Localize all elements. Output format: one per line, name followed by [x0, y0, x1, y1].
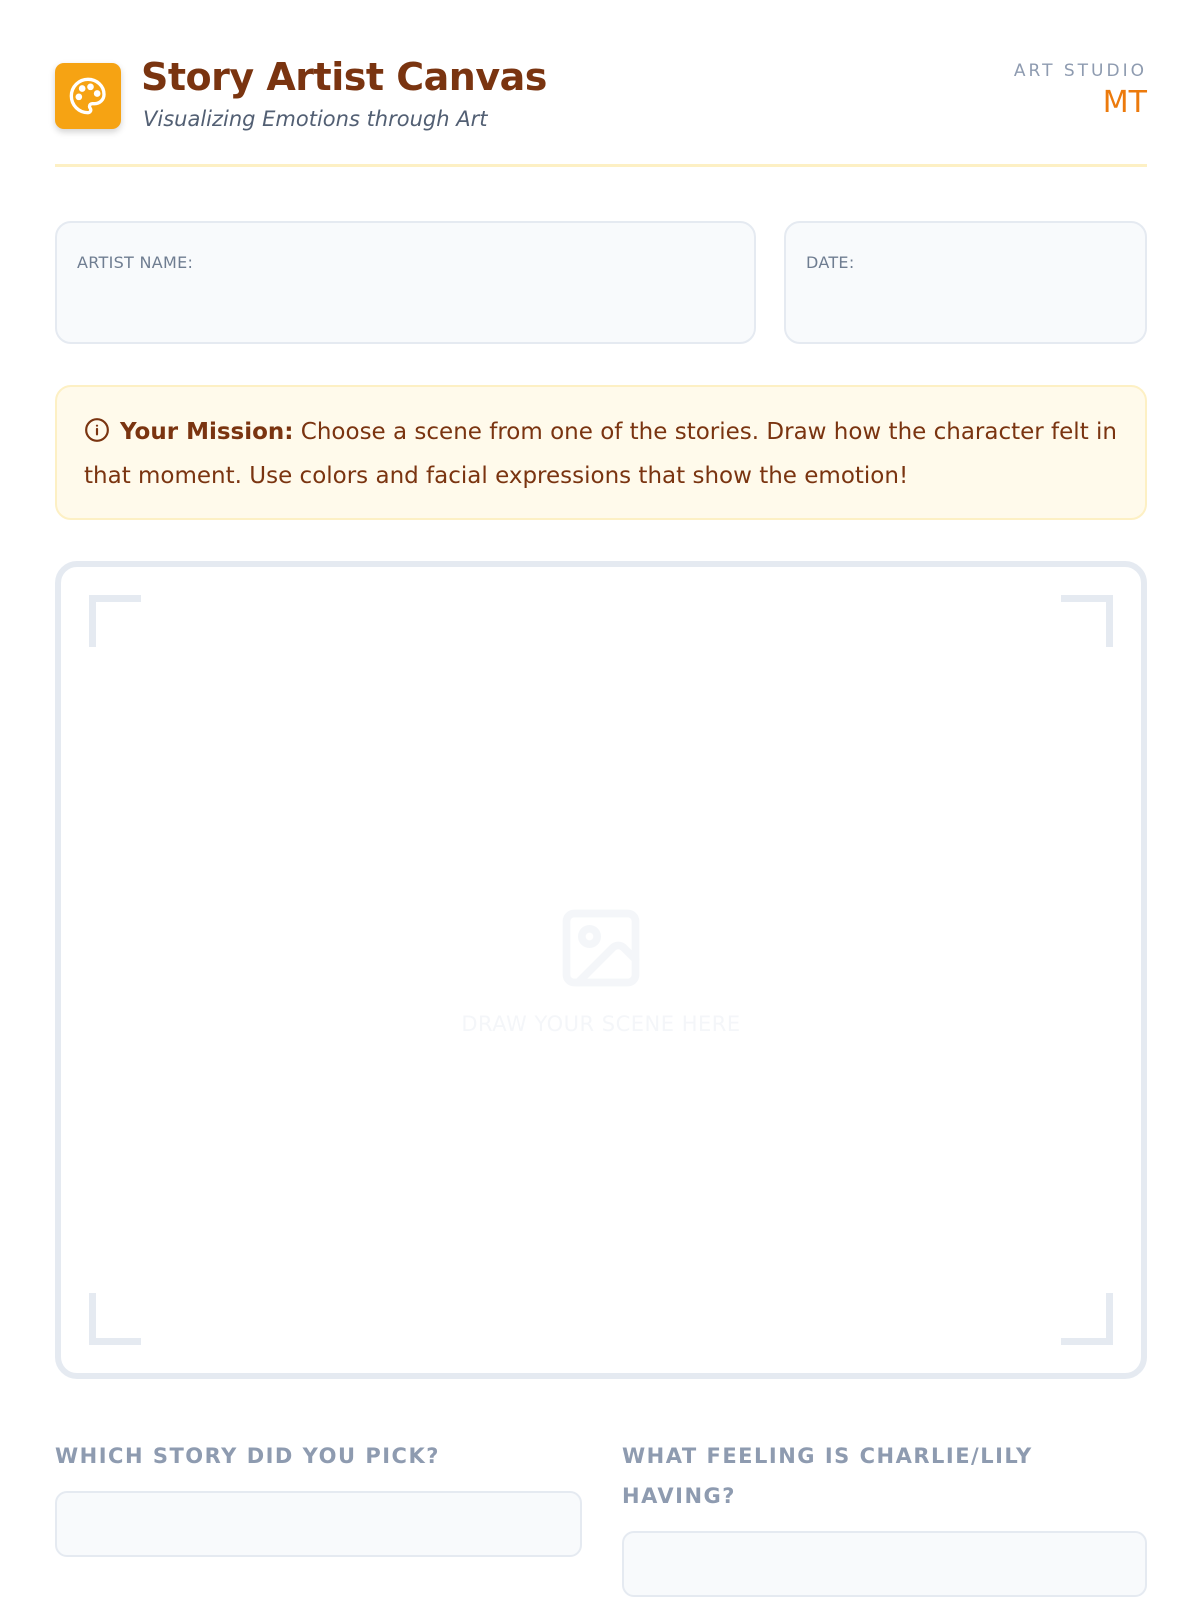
corner-mark-top-right: [1061, 595, 1113, 647]
studio-initials: MT: [1102, 85, 1147, 120]
feeling-answer-field[interactable]: [622, 1531, 1147, 1597]
canvas-placeholder-text: DRAW YOUR SCENE HERE: [461, 1012, 741, 1036]
page-subtitle: Visualizing Emotions through Art: [143, 107, 488, 131]
corner-mark-bottom-left: [89, 1293, 141, 1345]
corner-mark-top-left: [89, 595, 141, 647]
info-icon: [84, 416, 110, 456]
date-label: DATE:: [806, 253, 855, 272]
artist-name-label: ARTIST NAME:: [77, 253, 194, 272]
date-field[interactable]: [784, 221, 1147, 344]
question-feeling-label: WHAT FEELING IS CHARLIE/LILY HAVING?: [622, 1444, 1033, 1508]
page-title: Story Artist Canvas: [141, 55, 547, 99]
artist-name-field[interactable]: [55, 221, 756, 344]
image-icon: [555, 902, 647, 998]
mission-body: Choose a scene from one of the stories. Draw how the character felt in that moment. Use colors and facial expressions that show the emotion!: [84, 419, 1117, 489]
story-answer-field[interactable]: [55, 1491, 582, 1557]
mission-text: [84, 412, 1119, 496]
corner-mark-bottom-right: [1061, 1293, 1113, 1345]
palette-icon: [55, 63, 121, 129]
drawing-canvas[interactable]: [55, 561, 1147, 1379]
mission-lead: Your Mission:: [120, 419, 294, 445]
canvas-placeholder-group: [61, 902, 1141, 1036]
header: [55, 55, 1147, 167]
studio-badge: [1014, 61, 1147, 120]
studio-label: ART STUDIO: [1013, 61, 1147, 81]
mission-callout: [55, 385, 1147, 520]
question-story-label: WHICH STORY DID YOU PICK?: [55, 1444, 440, 1468]
